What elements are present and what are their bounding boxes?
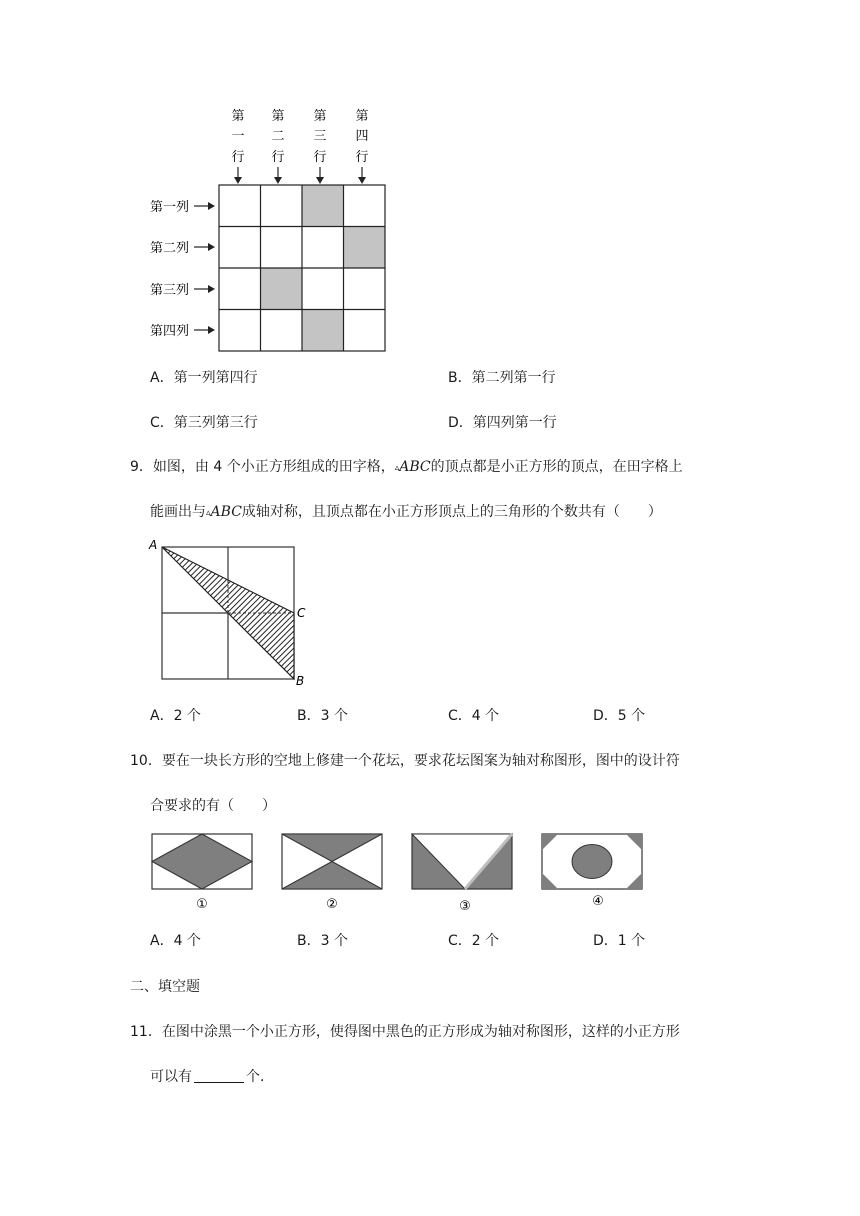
- row-header-4-char-1: 第: [355, 109, 369, 124]
- triangle-icon: ▵: [394, 463, 400, 473]
- down-arrow-icon: [274, 177, 282, 184]
- shaded-cell: [302, 310, 344, 352]
- q10-figures: [148, 830, 653, 915]
- col-label-4: [150, 323, 215, 339]
- col-label-4-text: 第四列: [150, 324, 190, 339]
- q10-stem-line-2: 合要求的有（ ）: [150, 798, 276, 814]
- triangle-name: ABC: [399, 459, 431, 475]
- row-header-1: [231, 109, 244, 184]
- shaded-cell: [302, 185, 344, 227]
- vertex-label-b: B: [296, 674, 305, 688]
- q11-stem-line-1: 11．在图中涂黑一个小正方形，使得图中黑色的正方形成为轴对称图形，这样的小正方形: [130, 1024, 680, 1040]
- row-header-1-char-2: 一: [231, 129, 245, 144]
- q11-stem-text: 个．: [246, 1069, 274, 1085]
- row-header-2-char-3: 行: [271, 150, 285, 165]
- row-header-4-char-2: 四: [355, 129, 369, 144]
- design-4: [542, 834, 642, 909]
- q8-option-d[interactable]: D．第四列第一行: [448, 415, 557, 431]
- q9-option-c[interactable]: C．4 个: [448, 708, 500, 724]
- shaded-cell: [261, 268, 303, 310]
- q9-option-b[interactable]: B．3 个: [297, 708, 348, 724]
- q8-option-b[interactable]: B．第二列第一行: [448, 370, 556, 386]
- q10-option-a[interactable]: A．4 个: [150, 933, 201, 949]
- shaded-cell: [344, 227, 386, 269]
- q9-stem-text: 9．如图，由 4 个小正方形组成的田字格，: [130, 459, 395, 475]
- q9-stem-text: 成轴对称，且顶点都在小正方形顶点上的三角形的个数共有（ ）: [241, 504, 662, 520]
- right-arrow-icon: [208, 285, 215, 293]
- row-header-3-char-3: 行: [313, 150, 327, 165]
- col-label-2-text: 第二列: [150, 241, 190, 256]
- col-label-3-text: 第三列: [150, 283, 190, 298]
- row-header-2-char-2: 二: [271, 129, 285, 144]
- q8-option-a[interactable]: A．第一列第四行: [150, 370, 258, 386]
- row-header-3-char-1: 第: [313, 109, 327, 124]
- section-title: 二、填空题: [130, 979, 200, 995]
- vertex-label-c: C: [297, 606, 306, 620]
- q9-option-d[interactable]: D．5 个: [593, 708, 646, 724]
- col-label-2: [150, 240, 215, 256]
- design-2-label: ②: [326, 897, 338, 912]
- answer-blank[interactable]: [194, 1070, 244, 1083]
- row-header-3: [313, 109, 326, 184]
- col-label-1: [150, 199, 215, 215]
- row-header-1-char-1: 第: [231, 109, 245, 124]
- vertex-label-a: A: [149, 538, 158, 552]
- row-header-4: [355, 109, 368, 184]
- row-header-3-char-2: 三: [313, 129, 327, 144]
- q9-figure: [146, 535, 316, 690]
- q9-option-a[interactable]: A．2 个: [150, 708, 201, 724]
- down-arrow-icon: [234, 177, 242, 184]
- q11-stem-text: 可以有: [150, 1069, 192, 1085]
- design-1: [152, 834, 252, 912]
- q8-grid-figure: [130, 95, 400, 360]
- col-label-1-text: 第一列: [150, 200, 190, 215]
- triangle-icon: ▵: [206, 508, 211, 518]
- down-arrow-icon: [316, 177, 324, 184]
- q11-stem-line-2: [150, 1066, 274, 1086]
- row-header-2-char-1: 第: [271, 109, 285, 124]
- design-1-label: ①: [196, 897, 208, 912]
- q9-stem-line-1: [130, 456, 683, 476]
- q10-option-b[interactable]: B．3 个: [297, 933, 348, 949]
- q10-option-c[interactable]: C．2 个: [448, 933, 500, 949]
- row-header-2: [271, 109, 284, 184]
- design-4-label: ④: [592, 894, 604, 909]
- right-arrow-icon: [208, 202, 215, 210]
- grid-lines: [219, 185, 385, 351]
- q9-stem-line-2: [150, 501, 662, 521]
- q8-option-c[interactable]: C．第三列第三行: [150, 415, 258, 431]
- design-3: [412, 834, 512, 914]
- right-arrow-icon: [208, 243, 215, 251]
- design-2: [282, 834, 382, 912]
- down-arrow-icon: [358, 177, 366, 184]
- q10-option-d[interactable]: D．1 个: [593, 933, 646, 949]
- q9-stem-text: 的顶点都是小正方形的顶点，在田字格上: [430, 459, 683, 475]
- row-header-4-char-3: 行: [355, 150, 369, 165]
- right-arrow-icon: [208, 326, 215, 334]
- col-label-3: [150, 282, 215, 298]
- q9-stem-text: 能画出与: [150, 504, 206, 520]
- row-header-1-char-3: 行: [231, 150, 245, 165]
- triangle-name: ABC: [210, 504, 242, 520]
- design-3-label: ③: [459, 899, 471, 914]
- q10-stem-line-1: 10．要在一块长方形的空地上修建一个花坛，要求花坛图案为轴对称图形，图中的设计符: [130, 753, 680, 769]
